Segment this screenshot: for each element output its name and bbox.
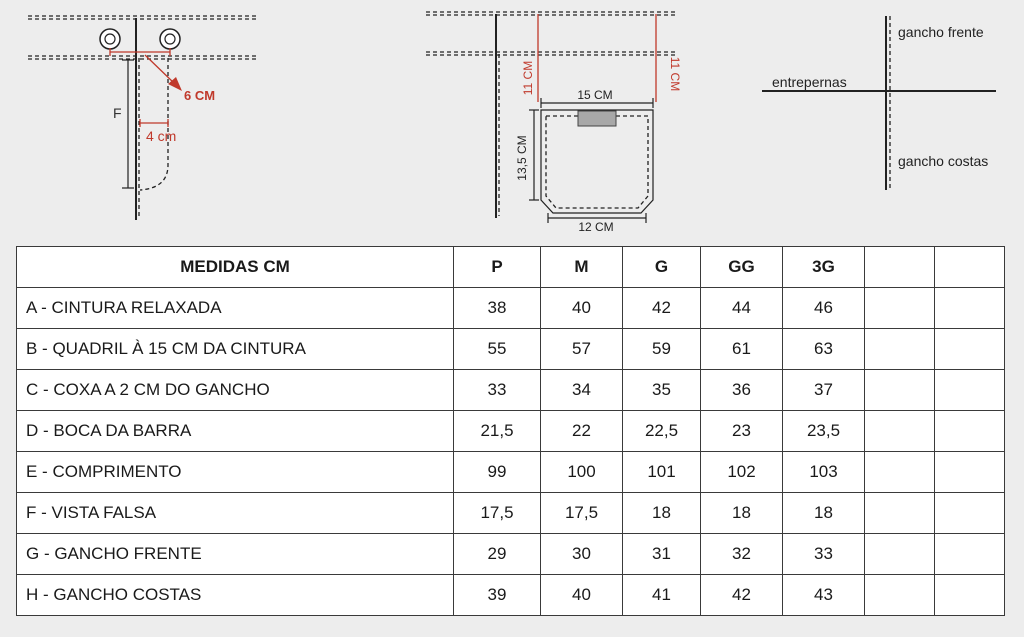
value-m: 40: [541, 288, 623, 329]
value-empty: [935, 370, 1005, 411]
value-empty: [935, 288, 1005, 329]
pocket-detail-drawing: [426, 12, 678, 223]
value-gg: 32: [701, 534, 783, 575]
value-empty: [865, 575, 935, 616]
header-size-g: G: [623, 247, 701, 288]
value-g: 18: [623, 493, 701, 534]
value-empty: [935, 534, 1005, 575]
value-m: 30: [541, 534, 623, 575]
fly-detail-drawing: [28, 16, 258, 220]
value-3g: 33: [783, 534, 865, 575]
value-m: 40: [541, 575, 623, 616]
value-p: 99: [454, 452, 541, 493]
table-row: [17, 452, 1005, 493]
label-11cm-left: 11 CM: [521, 60, 535, 96]
value-3g: 46: [783, 288, 865, 329]
value-3g: 23,5: [783, 411, 865, 452]
value-p: 29: [454, 534, 541, 575]
value-3g: 18: [783, 493, 865, 534]
value-empty: [865, 534, 935, 575]
header-medidas: MEDIDAS CM: [17, 247, 454, 288]
value-m: 22: [541, 411, 623, 452]
label-11cm-right: 11 CM: [668, 56, 682, 92]
value-empty: [865, 411, 935, 452]
header-size-3g: 3G: [783, 247, 865, 288]
label-f: F: [113, 105, 122, 121]
label-12cm: 12 CM: [578, 220, 614, 234]
value-empty: [865, 329, 935, 370]
header-size-gg: GG: [701, 247, 783, 288]
size-chart-table: [16, 246, 1005, 616]
measure-label: F - VISTA FALSA: [17, 493, 454, 534]
label-gancho-costas: gancho costas: [898, 153, 989, 169]
table-row: [17, 575, 1005, 616]
value-empty: [865, 493, 935, 534]
table-header-row: [17, 247, 1005, 288]
label-13-5cm: 13,5 CM: [515, 135, 529, 181]
table-row: [17, 534, 1005, 575]
value-empty: [865, 370, 935, 411]
value-g: 101: [623, 452, 701, 493]
header-empty-1: [865, 247, 935, 288]
table-row: [17, 493, 1005, 534]
label-6cm: 6 CM: [184, 88, 216, 103]
value-3g: 43: [783, 575, 865, 616]
value-gg: 23: [701, 411, 783, 452]
value-gg: 42: [701, 575, 783, 616]
measure-label: B - QUADRIL À 15 CM DA CINTURA: [17, 329, 454, 370]
value-empty: [935, 411, 1005, 452]
value-p: 17,5: [454, 493, 541, 534]
value-gg: 102: [701, 452, 783, 493]
value-g: 31: [623, 534, 701, 575]
value-3g: 37: [783, 370, 865, 411]
value-empty: [935, 493, 1005, 534]
value-gg: 61: [701, 329, 783, 370]
label-15cm: 15 CM: [577, 88, 613, 102]
value-p: 21,5: [454, 411, 541, 452]
value-m: 34: [541, 370, 623, 411]
pocket-label-tag: [578, 111, 616, 126]
table-row: [17, 370, 1005, 411]
value-gg: 44: [701, 288, 783, 329]
button-left-icon: [100, 29, 120, 49]
value-g: 41: [623, 575, 701, 616]
header-size-p: P: [454, 247, 541, 288]
measure-label: D - BOCA DA BARRA: [17, 411, 454, 452]
value-g: 22,5: [623, 411, 701, 452]
value-p: 55: [454, 329, 541, 370]
measure-label: C - COXA A 2 CM DO GANCHO: [17, 370, 454, 411]
value-m: 57: [541, 329, 623, 370]
header-size-m: M: [541, 247, 623, 288]
label-gancho-frente: gancho frente: [898, 24, 984, 40]
measure-label: A - CINTURA RELAXADA: [17, 288, 454, 329]
value-p: 33: [454, 370, 541, 411]
value-g: 42: [623, 288, 701, 329]
value-g: 35: [623, 370, 701, 411]
value-g: 59: [623, 329, 701, 370]
value-p: 38: [454, 288, 541, 329]
value-empty: [935, 452, 1005, 493]
value-empty: [935, 329, 1005, 370]
measure-label: E - COMPRIMENTO: [17, 452, 454, 493]
table-row: [17, 288, 1005, 329]
label-entrepernas: entrepernas: [772, 74, 847, 90]
table-row: [17, 411, 1005, 452]
value-empty: [935, 575, 1005, 616]
measure-label: H - GANCHO COSTAS: [17, 575, 454, 616]
value-empty: [865, 288, 935, 329]
table-row: [17, 329, 1005, 370]
value-gg: 36: [701, 370, 783, 411]
value-m: 100: [541, 452, 623, 493]
technical-sketch: [0, 0, 1024, 240]
header-empty-2: [935, 247, 1005, 288]
label-4cm: 4 cm: [146, 128, 177, 144]
value-p: 39: [454, 575, 541, 616]
value-empty: [865, 452, 935, 493]
button-right-icon: [160, 29, 180, 49]
value-3g: 103: [783, 452, 865, 493]
measure-label: G - GANCHO FRENTE: [17, 534, 454, 575]
value-m: 17,5: [541, 493, 623, 534]
value-gg: 18: [701, 493, 783, 534]
value-3g: 63: [783, 329, 865, 370]
